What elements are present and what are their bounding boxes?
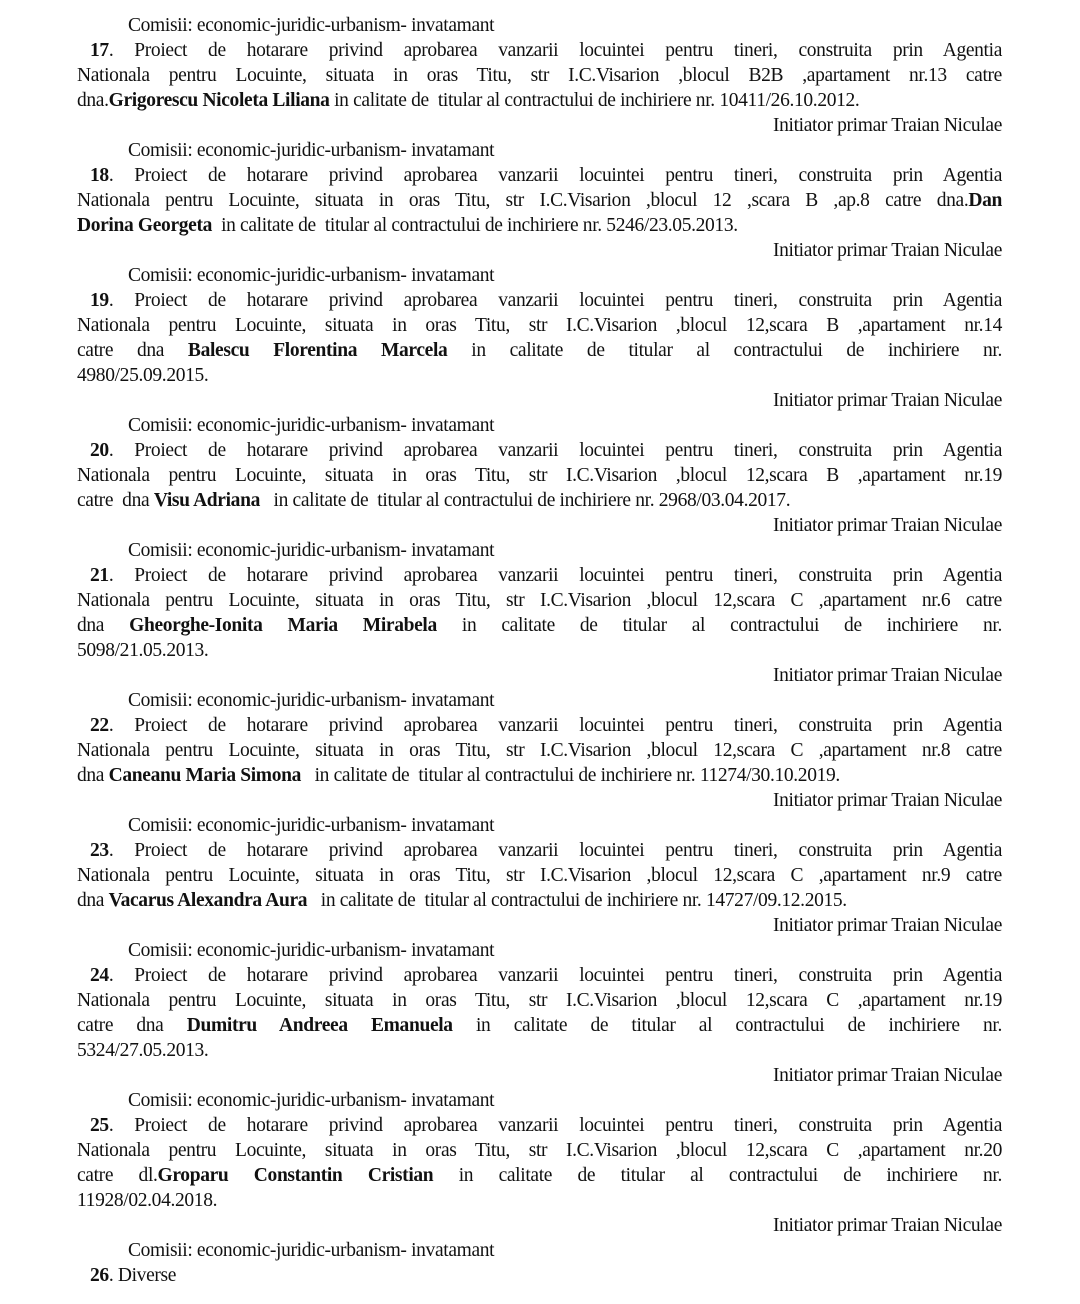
item-18-line-3: Dorina Georgeta in calitate de titular al contractului de inchiriere nr. 5246/23.05.2013. [77,215,738,236]
beneficiary-name: Dan [968,190,1002,211]
item-number: 22 [90,715,109,736]
item-22-line-2: Nationala pentru Locuinte, situata in oras Titu, str I.C.Visarion ,blocul 12,scara C ,apartament nr.8 catre [77,740,1002,761]
beneficiary-name: Dumitru Andreea Emanuela [186,1015,453,1036]
beneficiary-name: Visu Adriana [153,490,260,511]
item-21-line-3: dna Gheorghe-Ionita Maria Mirabela in calitate de titular al contractului de inchiriere nr. [77,615,1002,636]
item-number: 19 [90,290,109,311]
item-20-line-1: 20. Proiect de hotarare privind aprobarea vanzarii locuintei pentru tineri, construita prin Agentia [90,440,1002,461]
commission-line: Comisii: economic-juridic-urbanism- invatamant [128,1090,495,1111]
commission-line: Comisii: economic-juridic-urbanism- invatamant [128,15,495,36]
beneficiary-name: Balescu Florentina Marcela [187,340,448,361]
beneficiary-name: Groparu Constantin Cristian [157,1165,434,1186]
item-25-line-3: catre dl.Groparu Constantin Cristian in calitate de titular al contractului de inchiriere nr. [77,1165,1002,1186]
item-19-line-4: 4980/25.09.2015. [77,365,209,386]
item-number: 21 [90,565,109,586]
commission-line: Comisii: economic-juridic-urbanism- invatamant [128,690,495,711]
item-19-line-2: Nationala pentru Locuinte, situata in oras Titu, str I.C.Visarion ,blocul 12,scara B ,apartament nr.14 [77,315,1002,336]
initiator-line: Initiator primar Traian Niculae [772,240,1002,261]
item-21-line-1: 21. Proiect de hotarare privind aprobarea vanzarii locuintei pentru tineri, construita prin Agentia [90,565,1002,586]
item-number: 20 [90,440,109,461]
item-number: 18 [90,165,109,186]
beneficiary-name: Grigorescu Nicoleta Liliana [108,90,330,111]
item-24-line-4: 5324/27.05.2013. [77,1040,209,1061]
beneficiary-name: Caneanu Maria Simona [108,765,301,786]
initiator-line: Initiator primar Traian Niculae [772,665,1002,686]
item-24-line-2: Nationala pentru Locuinte, situata in oras Titu, str I.C.Visarion ,blocul 12,scara C ,apartament nr.19 [77,990,1002,1011]
item-25-line-4: 11928/02.04.2018. [77,1190,218,1211]
item-number: 23 [90,840,109,861]
commission-line: Comisii: economic-juridic-urbanism- invatamant [128,1240,495,1261]
item-18-line-2: Nationala pentru Locuinte, situata in oras Titu, str I.C.Visarion ,blocul 12 ,scara B ,ap.8 catre dna.Dan [77,190,1002,211]
initiator-line: Initiator primar Traian Niculae [772,515,1002,536]
commission-line: Comisii: economic-juridic-urbanism- invatamant [128,140,495,161]
initiator-line: Initiator primar Traian Niculae [772,1065,1002,1086]
item-number: 24 [90,965,109,986]
item-26-line-1: 26. Diverse [90,1265,177,1286]
item-number: 26 [90,1265,109,1286]
item-18-line-1: 18. Proiect de hotarare privind aprobarea vanzarii locuintei pentru tineri, construita prin Agentia [90,165,1002,186]
item-19-line-3: catre dna Balescu Florentina Marcela in calitate de titular al contractului de inchiriere nr. [77,340,1002,361]
initiator-line: Initiator primar Traian Niculae [772,115,1002,136]
commission-line: Comisii: economic-juridic-urbanism- invatamant [128,415,495,436]
item-17-line-3: dna.Grigorescu Nicoleta Liliana in calitate de titular al contractului de inchiriere nr. 10411/26.10.2012. [77,90,860,111]
item-21-line-2: Nationala pentru Locuinte, situata in oras Titu, str I.C.Visarion ,blocul 12,scara C ,apartament nr.6 catre [77,590,1002,611]
initiator-line: Initiator primar Traian Niculae [772,1215,1002,1236]
item-21-line-4: 5098/21.05.2013. [77,640,209,661]
item-25-line-2: Nationala pentru Locuinte, situata in oras Titu, str I.C.Visarion ,blocul 12,scara C ,apartament nr.20 [77,1140,1002,1161]
commission-line: Comisii: economic-juridic-urbanism- invatamant [128,815,495,836]
item-17-line-1: 17. Proiect de hotarare privind aprobarea vanzarii locuintei pentru tineri, construita prin Agentia [90,40,1002,61]
commission-line: Comisii: economic-juridic-urbanism- invatamant [128,265,495,286]
commission-line: Comisii: economic-juridic-urbanism- invatamant [128,940,495,961]
beneficiary-name: Vacarus Alexandra Aura [108,890,308,911]
initiator-line: Initiator primar Traian Niculae [772,790,1002,811]
initiator-line: Initiator primar Traian Niculae [772,390,1002,411]
item-20-line-3: catre dna Visu Adriana in calitate de titular al contractului de inchiriere nr. 2968/03.04.2017. [77,490,791,511]
item-25-line-1: 25. Proiect de hotarare privind aprobarea vanzarii locuintei pentru tineri, construita prin Agentia [90,1115,1002,1136]
beneficiary-name: Dorina Georgeta [77,215,213,236]
item-number: 25 [90,1115,109,1136]
item-24-line-1: 24. Proiect de hotarare privind aprobarea vanzarii locuintei pentru tineri, construita prin Agentia [90,965,1002,986]
item-23-line-2: Nationala pentru Locuinte, situata in oras Titu, str I.C.Visarion ,blocul 12,scara C ,apartament nr.9 catre [77,865,1002,886]
beneficiary-name: Gheorghe-Ionita Maria Mirabela [129,615,437,636]
item-23-line-3: dna Vacarus Alexandra Aura in calitate de titular al contractului de inchiriere nr. 14727/09.12.2015. [77,890,847,911]
item-20-line-2: Nationala pentru Locuinte, situata in oras Titu, str I.C.Visarion ,blocul 12,scara B ,apartament nr.19 [77,465,1002,486]
item-number: 17 [90,40,109,61]
item-24-line-3: catre dna Dumitru Andreea Emanuela in calitate de titular al contractului de inchiriere nr. [77,1015,1002,1036]
commission-line: Comisii: economic-juridic-urbanism- invatamant [128,540,495,561]
item-19-line-1: 19. Proiect de hotarare privind aprobarea vanzarii locuintei pentru tineri, construita prin Agentia [90,290,1002,311]
item-17-line-2: Nationala pentru Locuinte, situata in oras Titu, str I.C.Visarion ,blocul B2B ,apartament nr.13 catre [77,65,1002,86]
item-22-line-1: 22. Proiect de hotarare privind aprobarea vanzarii locuintei pentru tineri, construita prin Agentia [90,715,1002,736]
item-22-line-3: dna Caneanu Maria Simona in calitate de titular al contractului de inchiriere nr. 11274/30.10.2019. [77,765,840,786]
item-23-line-1: 23. Proiect de hotarare privind aprobarea vanzarii locuintei pentru tineri, construita prin Agentia [90,840,1002,861]
initiator-line: Initiator primar Traian Niculae [772,915,1002,936]
